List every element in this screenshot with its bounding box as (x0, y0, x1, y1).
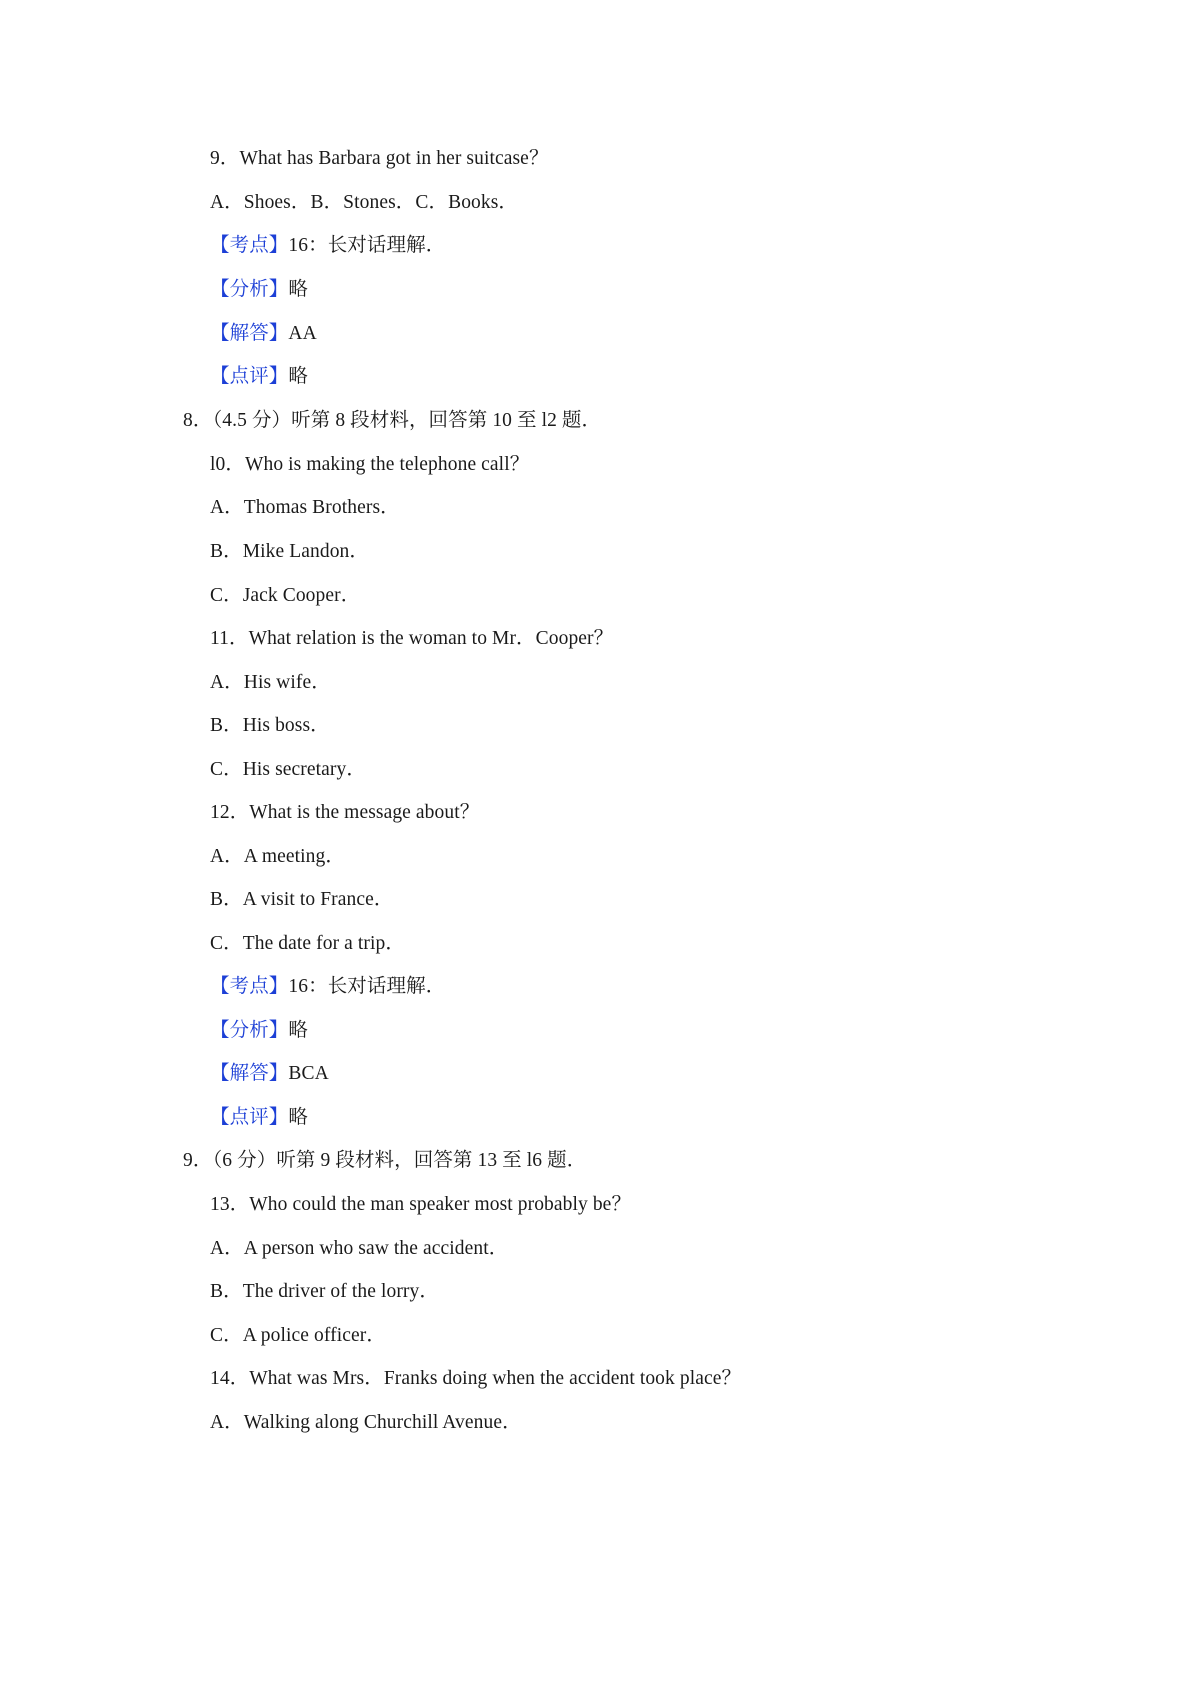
jieda-value: AA (288, 323, 317, 344)
kaodian-row (210, 233, 445, 259)
jieda-row (210, 1061, 329, 1087)
question-12-option-a: A．A meeting． (210, 846, 345, 867)
kaodian-label: 【考点】 (210, 235, 289, 256)
question-12-option-c: C．The date for a trip． (210, 933, 405, 954)
question-9: 9．What has Barbara got in her suitcase？ (210, 148, 549, 169)
question-12-option-b: B．A visit to France． (210, 889, 394, 910)
jieda-label: 【解答】 (210, 1063, 289, 1084)
jieda-value: BCA (288, 1063, 329, 1084)
dianping-value: 略 (288, 366, 309, 387)
jieda-row (210, 321, 317, 347)
question-13: 13．Who could the man speaker most probably be？ (210, 1194, 632, 1215)
dianping-row (210, 364, 308, 390)
fenxi-value: 略 (288, 279, 309, 300)
question-10-option-b: B．Mike Landon． (210, 541, 370, 562)
fenxi-label: 【分析】 (210, 279, 289, 300)
jieda-label: 【解答】 (210, 323, 289, 344)
question-11-option-c: C．His secretary． (210, 759, 366, 780)
dianping-value: 略 (288, 1107, 309, 1128)
question-11-option-b: B．His boss． (210, 715, 330, 736)
question-13-option-b: B．The driver of the lorry． (210, 1281, 439, 1302)
question-13-option-c: C．A police officer． (210, 1325, 386, 1346)
question-13-option-a: A．A person who saw the accident． (210, 1238, 509, 1259)
question-11: 11．What relation is the woman to Mr．Cooper？ (210, 628, 614, 649)
kaodian-row (210, 974, 445, 1000)
fenxi-label: 【分析】 (210, 1020, 289, 1041)
kaodian-value: 16：长对话理解． (288, 976, 446, 997)
dianping-row (210, 1105, 308, 1131)
question-10-option-a: A．Thomas Brothers． (210, 497, 400, 518)
dianping-label: 【点评】 (210, 366, 289, 387)
fenxi-row (210, 1018, 308, 1044)
dianping-label: 【点评】 (210, 1107, 289, 1128)
fenxi-value: 略 (288, 1020, 309, 1041)
question-12: 12．What is the message about？ (210, 802, 480, 823)
question-14: 14．What was Mrs．Franks doing when the accident took place？ (210, 1368, 742, 1389)
question-11-option-a: A．His wife． (210, 672, 331, 693)
question-9-options: A．Shoes．B．Stones．C．Books． (210, 192, 519, 213)
kaodian-label: 【考点】 (210, 976, 289, 997)
question-10: l0．Who is making the telephone call？ (210, 454, 530, 475)
question-10-option-c: C．Jack Cooper． (210, 585, 361, 606)
fenxi-row (210, 277, 308, 303)
question-14-option-a: A．Walking along Churchill Avenue． (210, 1412, 522, 1433)
kaodian-value: 16：长对话理解． (288, 235, 446, 256)
section-9-header: 9．（6 分）听第 9 段材料，回答第 13 至 l6 题． (183, 1150, 587, 1171)
section-8-header: 8．（4.5 分）听第 8 段材料，回答第 10 至 l2 题． (183, 410, 602, 431)
